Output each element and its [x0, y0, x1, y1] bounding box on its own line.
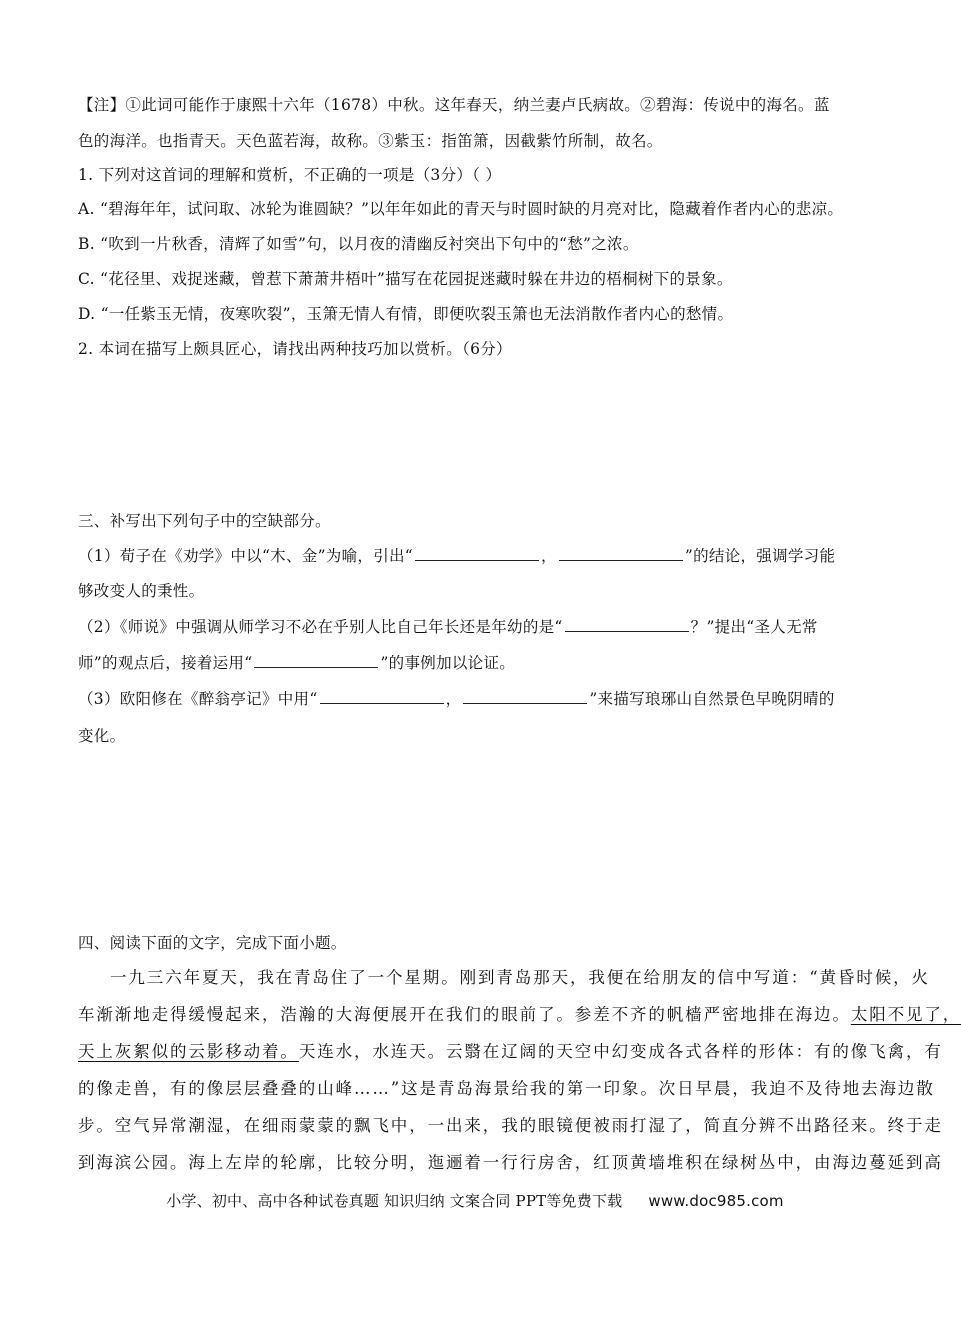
passage-line-2: 车渐渐地走得缓慢起来，浩瀚的大海便展开在我们的眼前了。参差不齐的帆樯严密地排在海边。太阳不见了，	[78, 1005, 961, 1024]
answer-blank[interactable]	[415, 546, 539, 561]
passage-line-4: 的像走兽，有的像层层叠叠的山峰……”这是青岛海景给我的第一印象。次日早晨，我迫不及待地去海边散	[78, 1079, 935, 1098]
page-footer	[0, 1190, 950, 1212]
fill-item-2-cont: 师”的观点后，接着运用“ ”的事例加以论证。	[78, 654, 516, 672]
passage-line-6: 到海滨公园。海上左岸的轮廓，比较分明，迤逦着一行行房舍，红顶黄墙堆积在绿树丛中，由海边蔓延到高	[78, 1153, 943, 1172]
underlined-sentence: 太阳不见了，	[850, 1005, 961, 1024]
passage-line-5: 步。空气异常潮湿，在细雨蒙蒙的飘飞中，一出来，我的眼镜便被雨打湿了，简直分辨不出路径来。终于走	[78, 1116, 943, 1135]
section-4-title: 四、阅读下面的文字，完成下面小题。	[78, 934, 347, 952]
question-2-stem: 2. 本词在描写上颇具匠心，请找出两种技巧加以赏析。（6分）	[78, 340, 512, 358]
question-1-option-d: D. “一任紫玉无情，夜寒吹裂”，玉箫无情人有情，即便吹裂玉箫也无法消散作者内心的愁情。	[78, 305, 734, 323]
fill-item-3-cont: 变化。	[78, 727, 126, 745]
answer-blank[interactable]	[463, 689, 587, 704]
note-line-2: 色的海洋。也指青天。天色蓝若海，故称。③紫玉：指笛箫，因截紫竹所制，故名。	[78, 132, 663, 150]
question-1-option-b: B. “吹到一片秋香，清辉了如雪”句，以月夜的清幽反衬突出下句中的“愁”之浓。	[78, 235, 639, 253]
footer-url[interactable]: www.doc985.com	[648, 1192, 784, 1210]
note-line-1: 【注】①此词可能作于康熙十六年（1678）中秋。这年春天，纳兰妻卢氏病故。②碧海：传说中的海名。蓝	[78, 96, 830, 114]
passage-line-3: 天上灰絮似的云影移动着。天连水，水连天。云翳在辽阔的天空中幻变成各式各样的形体：有的像飞禽，有	[78, 1042, 943, 1061]
fill-item-2: （2）《师说》中强调从师学习不必在乎别人比自己年长还是年幼的是“ ？”提出“圣人无常	[78, 618, 818, 636]
fill-item-1-cont: 够改变人的秉性。	[78, 582, 205, 600]
fill-item-1: （1）荀子在《劝学》中以“木、金”为喻，引出“ ， ”的结论，强调学习能	[78, 547, 836, 565]
section-3-title: 三、补写出下列句子中的空缺部分。	[78, 512, 331, 530]
question-1-option-a: A. “碧海年年，试问取、冰轮为谁圆缺？”以年年如此的青天与时圆时缺的月亮对比，隐藏着作者内心的悲凉。	[78, 200, 844, 218]
answer-blank[interactable]	[565, 617, 689, 632]
answer-blank[interactable]	[320, 689, 444, 704]
footer-text: 小学、初中、高中各种试卷真题 知识归纳 文案合同 PPT等免费下载	[166, 1192, 623, 1210]
passage-line-1: 一九三六年夏天，我在青岛住了一个星期。刚到青岛那天，我便在给朋友的信中写道：“黄昏时候，火	[110, 968, 930, 987]
question-1-stem: 1. 下列对这首词的理解和赏析，不正确的一项是（3分）（ ）	[78, 166, 502, 184]
fill-item-3: （3）欧阳修在《醉翁亭记》中用“ ， ”来描写琅琊山自然景色早晚阴晴的	[78, 690, 835, 708]
answer-blank[interactable]	[254, 653, 378, 668]
question-1-option-c: C. “花径里、戏捉迷藏，曾惹下萧萧井梧叶”描写在花园捉迷藏时躲在井边的梧桐树下的景象。	[78, 270, 733, 288]
answer-blank[interactable]	[559, 546, 683, 561]
underlined-sentence: 天上灰絮似的云影移动着。	[78, 1042, 299, 1061]
